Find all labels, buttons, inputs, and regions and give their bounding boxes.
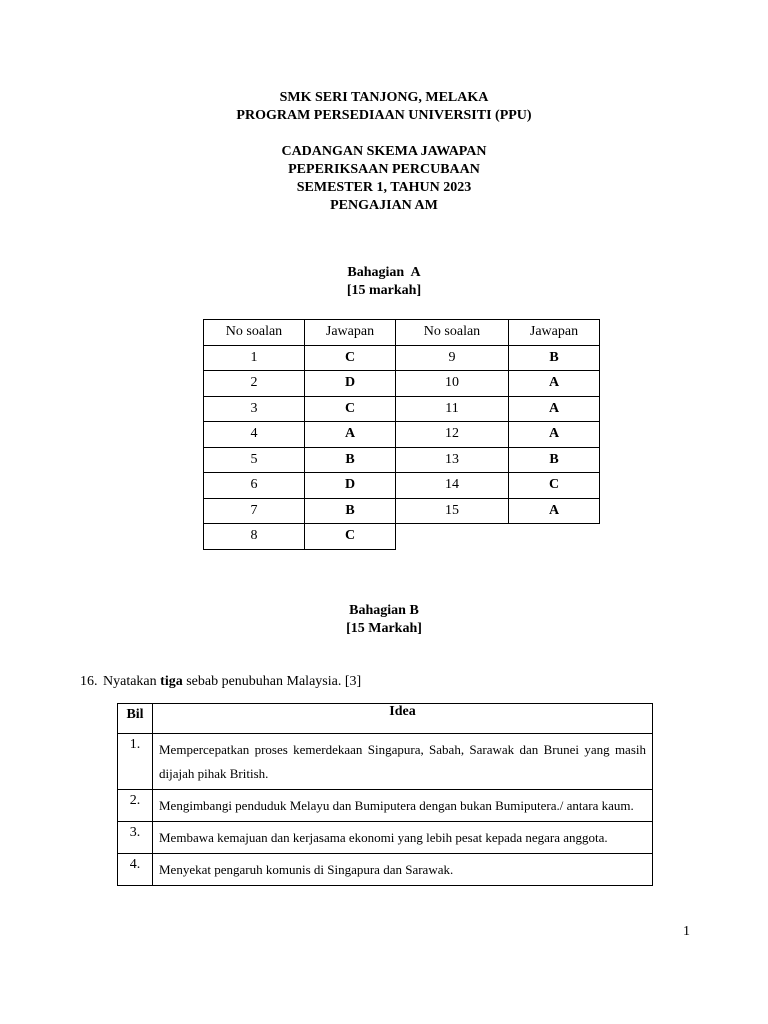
section-b-marks: [15 Markah] bbox=[346, 621, 422, 636]
question-number: 16. bbox=[80, 674, 98, 689]
question-number: 4 bbox=[204, 422, 305, 448]
question-number: 8 bbox=[204, 524, 305, 550]
section-a-heading bbox=[0, 264, 768, 300]
empty-cell bbox=[396, 524, 509, 550]
header-jawapan-left: Jawapan bbox=[305, 320, 396, 346]
section-b-title: Bahagian B bbox=[349, 603, 419, 618]
idea-text: Mengimbangi penduduk Melayu dan Bumiputera dengan bukan Bumiputera./ antara kaum. bbox=[153, 790, 653, 822]
idea-text: Menyekat pengaruh komunis di Singapura dan Sarawak. bbox=[153, 854, 653, 886]
question-number: 1 bbox=[204, 345, 305, 371]
section-a-marks: [15 markah] bbox=[346, 283, 422, 298]
answer-letter: C bbox=[305, 524, 396, 550]
question-number: 2 bbox=[204, 371, 305, 397]
answer-letter: C bbox=[305, 396, 396, 422]
question-suffix: sebab penubuhan Malaysia. [3] bbox=[186, 674, 362, 689]
question-number: 3 bbox=[204, 396, 305, 422]
header-bil: Bil bbox=[118, 704, 153, 734]
answer-letter: D bbox=[305, 371, 396, 397]
program-name: PROGRAM PERSEDIAAN UNIVERSITI (PPU) bbox=[236, 108, 532, 123]
answer-letter: A bbox=[509, 498, 600, 524]
header-no-soalan-left: No soalan bbox=[204, 320, 305, 346]
table-row bbox=[118, 704, 653, 734]
table-row bbox=[118, 734, 653, 790]
idea-table bbox=[117, 703, 653, 886]
question-number: 12 bbox=[396, 422, 509, 448]
table-row bbox=[204, 345, 600, 371]
doc-title-3: SEMESTER 1, TAHUN 2023 bbox=[296, 180, 472, 195]
doc-title-1: CADANGAN SKEMA JAWAPAN bbox=[281, 144, 487, 159]
section-b-heading bbox=[0, 602, 768, 638]
answer-letter: B bbox=[509, 345, 600, 371]
header-jawapan-right: Jawapan bbox=[509, 320, 600, 346]
row-number: 2. bbox=[118, 790, 153, 822]
question-prefix: Nyatakan bbox=[103, 674, 157, 689]
answer-letter: D bbox=[305, 473, 396, 499]
answer-letter: A bbox=[509, 371, 600, 397]
table-row bbox=[204, 473, 600, 499]
question-number: 6 bbox=[204, 473, 305, 499]
row-number: 1. bbox=[118, 734, 153, 790]
answer-letter: A bbox=[509, 396, 600, 422]
question-16 bbox=[80, 674, 361, 690]
answer-letter: C bbox=[305, 345, 396, 371]
question-emphasis: tiga bbox=[160, 674, 183, 689]
answer-letter: A bbox=[305, 422, 396, 448]
answer-letter: B bbox=[509, 447, 600, 473]
header-idea: Idea bbox=[153, 704, 653, 734]
table-row bbox=[204, 524, 600, 550]
question-number: 5 bbox=[204, 447, 305, 473]
idea-text: Mempercepatkan proses kemerdekaan Singapura, Sabah, Sarawak dan Brunei yang masih dijajah pihak British. bbox=[153, 734, 653, 790]
question-number: 11 bbox=[396, 396, 509, 422]
answer-table bbox=[203, 319, 600, 550]
question-number: 13 bbox=[396, 447, 509, 473]
empty-cell bbox=[509, 524, 600, 550]
question-number: 7 bbox=[204, 498, 305, 524]
answer-letter: B bbox=[305, 498, 396, 524]
question-number: 10 bbox=[396, 371, 509, 397]
answer-letter: B bbox=[305, 447, 396, 473]
page-number: 1 bbox=[683, 924, 690, 939]
table-row bbox=[118, 854, 653, 886]
school-name: SMK SERI TANJONG, MELAKA bbox=[279, 90, 489, 105]
header-no-soalan-right: No soalan bbox=[396, 320, 509, 346]
answer-letter: C bbox=[509, 473, 600, 499]
idea-text: Membawa kemajuan dan kerjasama ekonomi yang lebih pesat kepada negara anggota. bbox=[153, 822, 653, 854]
doc-title-2: PEPERIKSAAN PERCUBAAN bbox=[288, 162, 480, 177]
row-number: 3. bbox=[118, 822, 153, 854]
question-number: 9 bbox=[396, 345, 509, 371]
answer-letter: A bbox=[509, 422, 600, 448]
table-row bbox=[204, 498, 600, 524]
question-number: 14 bbox=[396, 473, 509, 499]
table-row bbox=[118, 822, 653, 854]
section-a-title: Bahagian A bbox=[347, 265, 421, 280]
table-row bbox=[204, 447, 600, 473]
row-number: 4. bbox=[118, 854, 153, 886]
table-row bbox=[204, 320, 600, 346]
table-row bbox=[204, 371, 600, 397]
table-row bbox=[204, 422, 600, 448]
document-header bbox=[0, 89, 768, 215]
table-row bbox=[118, 790, 653, 822]
table-row bbox=[204, 396, 600, 422]
header-spacer bbox=[0, 125, 768, 143]
doc-title-4: PENGAJIAN AM bbox=[330, 198, 438, 213]
question-number: 15 bbox=[396, 498, 509, 524]
